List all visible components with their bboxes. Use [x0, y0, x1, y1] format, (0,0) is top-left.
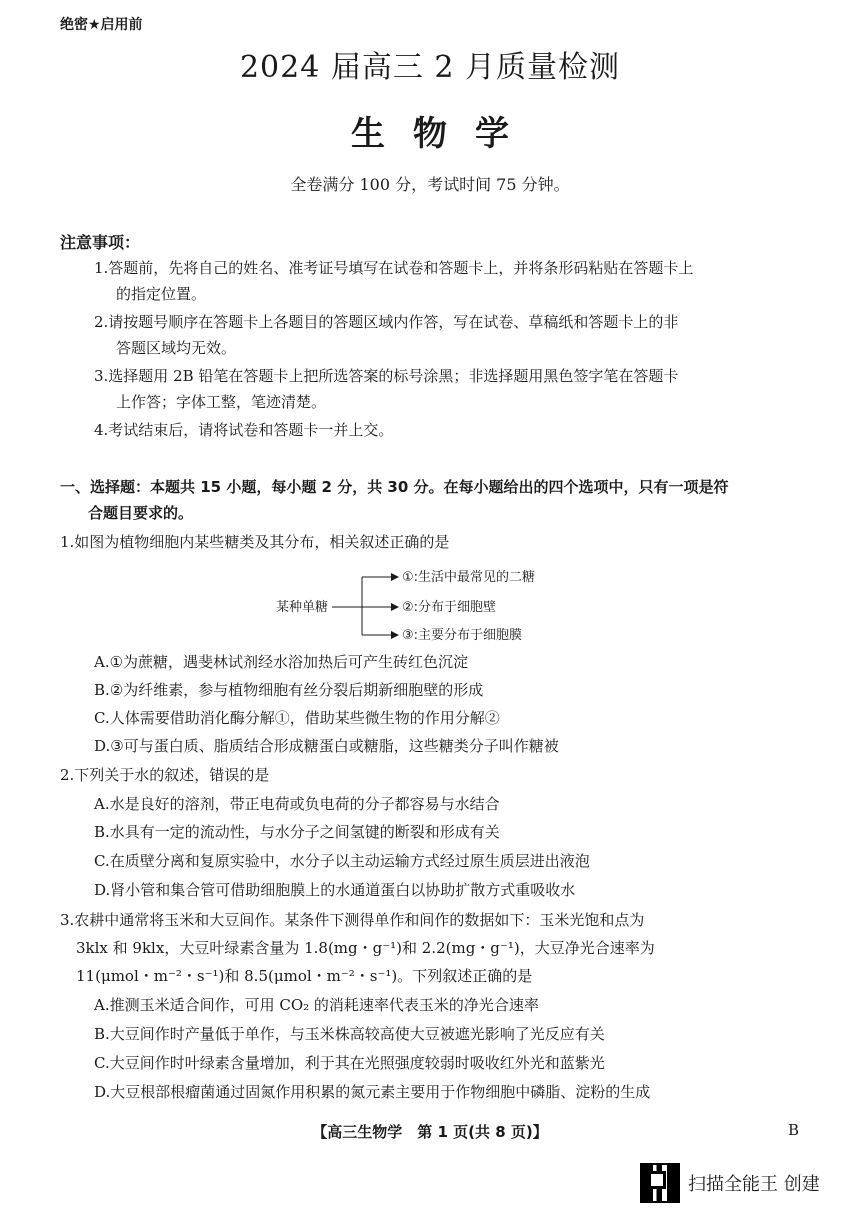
page-footer: 【高三生物学 第 1 页(共 8 页)】	[312, 1123, 548, 1141]
notice-line: 1.答题前，先将自己的姓名、准考证号填写在试卷和答题卡上，并将条形码粘贴在答题卡上	[94, 259, 694, 277]
exam-title: 2024 届高三 2 月质量检测	[239, 50, 621, 85]
notice-line: 4.考试结束后，请将试卷和答题卡一并上交。	[94, 421, 394, 439]
question-stem: 2.下列关于水的叙述，错误的是	[60, 766, 270, 784]
notice-line: 答题区域均无效。	[116, 339, 237, 357]
question-stem: 1.如图为植物细胞内某些糖类及其分布，相关叙述正确的是	[60, 533, 450, 551]
option: B.水具有一定的流动性，与水分子之间氢键的断裂和形成有关	[94, 823, 500, 841]
diagram-source: 某种单糖	[276, 600, 329, 615]
option: C.大豆间作时叶绿素含量增加，利于其在光照强度较弱时吸收红外光和蓝紫光	[94, 1054, 605, 1072]
full-score-note: 全卷满分 100 分，考试时间 75 分钟。	[290, 175, 570, 194]
option: B.②为纤维素，参与植物细胞有丝分裂后期新细胞壁的形成	[94, 681, 484, 699]
notice-line: 3.选择题用 2B 铅笔在答题卡上把所选答案的标号涂黑；非选择题用黑色签字笔在答题卡	[94, 367, 679, 385]
option: A.水是良好的溶剂，带正电荷或负电荷的分子都容易与水结合	[94, 795, 500, 813]
sugar-diagram	[270, 564, 610, 650]
diagram-target-2: ②:分布于细胞壁	[402, 600, 497, 615]
option: C.人体需要借助消化酶分解①，借助某些微生物的作用分解②	[94, 709, 500, 727]
option: A.①为蔗糖，遇斐林试剂经水浴加热后可产生砖红色沉淀	[94, 653, 469, 671]
confidential-label: 绝密★启用前	[60, 17, 143, 33]
question-stem: 3klx 和 9klx，大豆叶绿素含量为 1.8(mg・g⁻¹)和 2.2(mg・g⁻¹)，大豆净光合速率为	[76, 939, 655, 957]
question-stem: 11(μmol・m⁻²・s⁻¹)和 8.5(μmol・m⁻²・s⁻¹)。下列叙述正确的是	[76, 967, 533, 985]
scanner-watermark	[640, 1163, 820, 1203]
notice-line: 2.请按题号顺序在答题卡上各题目的答题区域内作答，写在试卷、草稿纸和答题卡上的非	[94, 313, 679, 331]
notice-heading: 注意事项：	[60, 233, 141, 252]
option: A.推测玉米适合间作，可用 CO₂ 的消耗速率代表玉米的净光合速率	[94, 996, 539, 1014]
diagram-target-3: ③:主要分布于细胞膜	[402, 628, 523, 643]
section-heading-cont: 合题目要求的。	[88, 504, 194, 522]
option: D.肾小管和集合管可借助细胞膜上的水通道蛋白以协助扩散方式重吸收水	[94, 881, 576, 899]
option: D.③可与蛋白质、脂质结合形成糖蛋白或糖脂，这些糖类分子叫作糖被	[94, 737, 559, 755]
section-heading: 一、选择题：本题共 15 小题，每小题 2 分，共 30 分。在每小题给出的四个选项中，只有一项是符	[60, 478, 729, 496]
option: B.大豆间作时产量低于单作，与玉米株高较高使大豆被遮光影响了光反应有关	[94, 1025, 605, 1043]
version-label: B	[788, 1121, 800, 1139]
exam-subject: 生物学	[351, 114, 537, 154]
notice-line: 的指定位置。	[116, 285, 207, 303]
scanner-text: 扫描全能王 创建	[688, 1174, 820, 1195]
qr-code-icon	[640, 1163, 680, 1203]
option: C.在质壁分离和复原实验中，水分子以主动运输方式经过原生质层进出液泡	[94, 852, 590, 870]
diagram-target-1: ①:生活中最常见的二糖	[402, 570, 536, 585]
option: D.大豆根部根瘤菌通过固氮作用积累的氮元素主要用于作物细胞中磷脂、淀粉的生成	[94, 1083, 651, 1101]
question-stem: 3.农耕中通常将玉米和大豆间作。某条件下测得单作和间作的数据如下：玉米光饱和点为	[60, 911, 645, 929]
notice-line: 上作答；字体工整，笔迹清楚。	[116, 393, 327, 411]
